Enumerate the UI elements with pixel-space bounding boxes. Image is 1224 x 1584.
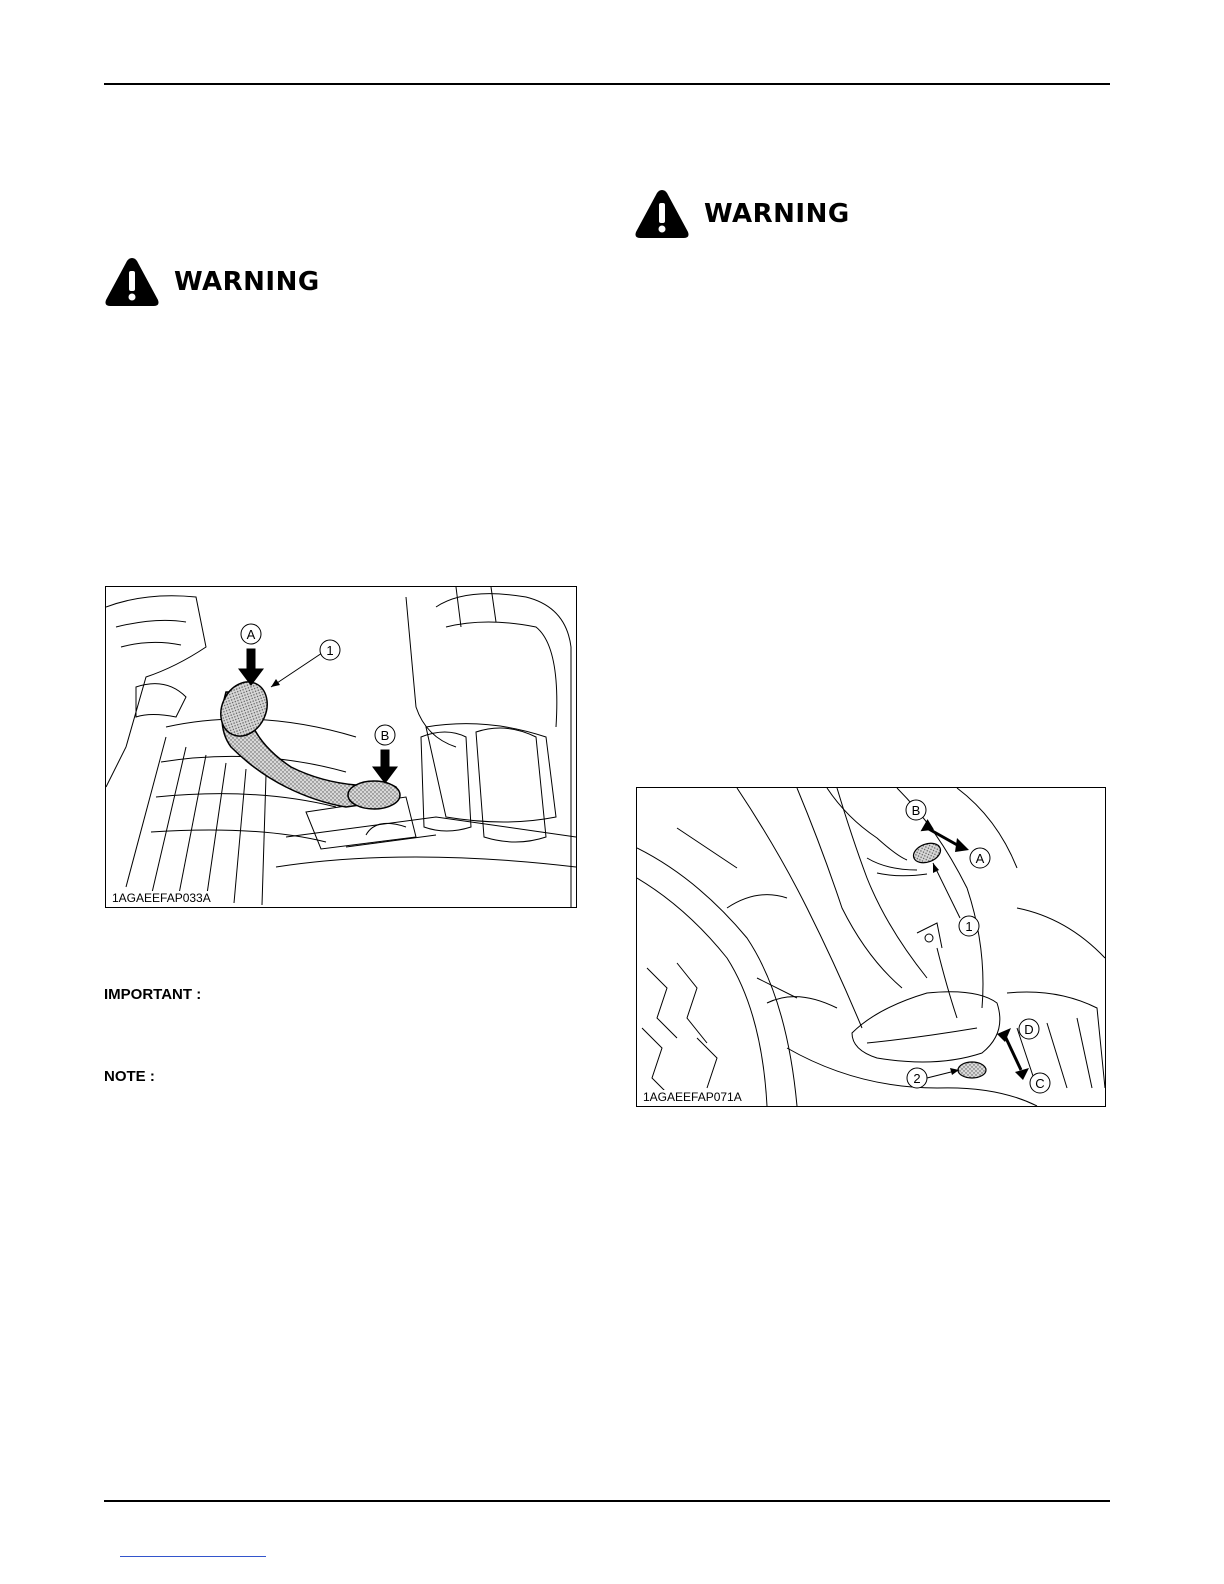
callout-1: 1 — [965, 919, 973, 934]
seat-adjust-illustration — [637, 788, 1105, 1106]
footer-link-underline[interactable] — [120, 1556, 266, 1557]
brake-lever-illustration — [106, 587, 576, 907]
callout-1: 1 — [326, 643, 334, 658]
warning-triangle-icon — [104, 256, 160, 308]
header-rule — [104, 83, 1110, 85]
warning-label: WARNING — [174, 267, 320, 297]
callout-b: B — [911, 803, 921, 818]
callout-a: A — [975, 851, 985, 866]
warning-label: WARNING — [704, 199, 850, 229]
figure-brake-lever — [105, 586, 577, 908]
callout-a: A — [246, 627, 256, 642]
figure-code: 1AGAEEFAP071A — [643, 1090, 742, 1104]
note-label: NOTE : — [104, 1068, 155, 1085]
important-label: IMPORTANT : — [104, 986, 202, 1003]
callout-2: 2 — [913, 1071, 921, 1086]
footer-rule — [104, 1500, 1110, 1502]
warning-banner-left — [104, 256, 320, 308]
warning-triangle-icon — [634, 188, 690, 240]
warning-banner-right — [634, 188, 850, 240]
figure-code: 1AGAEEFAP033A — [112, 891, 211, 905]
callout-c: C — [1035, 1076, 1045, 1091]
figure-seat-adjust — [636, 787, 1106, 1107]
callout-b: B — [380, 728, 390, 743]
callout-d: D — [1024, 1022, 1034, 1037]
